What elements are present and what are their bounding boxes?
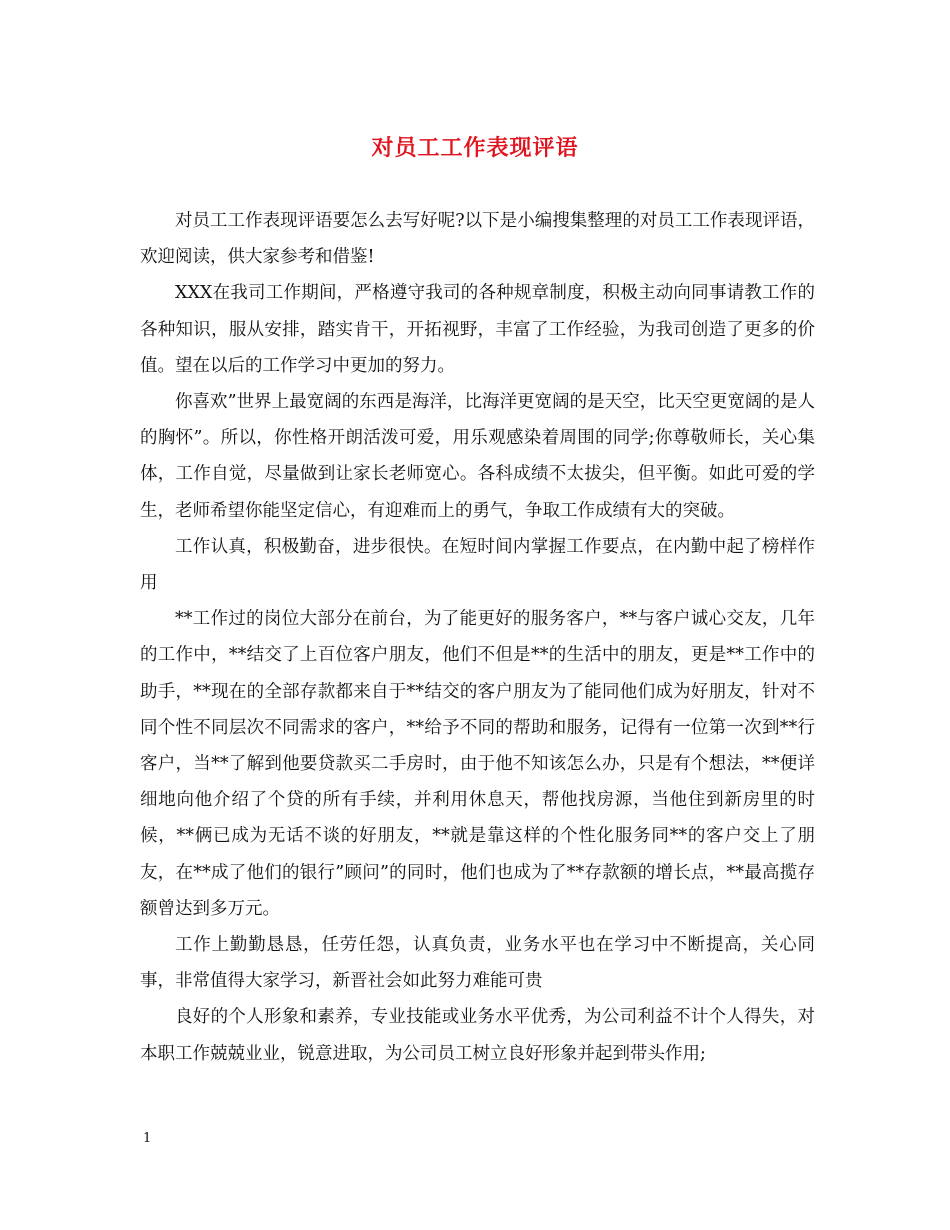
paragraph-image-review: 良好的个人形象和素养，专业技能或业务水平优秀，为公司利益不计个人得失，对本职工作兢兢业业，锐意进取，为公司员工树立良好形象并起到带头作用;: [140, 1007, 815, 1064]
document-body: [140, 203, 815, 1072]
paragraph-student-review: 你喜欢”世界上最宽阔的东西是海洋，比海洋更宽阔的是天空，比天空更宽阔的是人的胸怀”。所以，你性格开朗活泼可爱，用乐观感染着周围的同学;你尊敬师长，关心集体，工作自觉，尽量做到让家长老师宽心。各科成绩不太拔尖，但平衡。如此可爱的学生，老师希望你能坚定信心，有迎难而上的勇气，争取工作成绩有大的突破。: [140, 392, 815, 521]
document-title: 对员工工作表现评语: [371, 135, 579, 161]
paragraph-hardworking-review: 工作上勤勤恳恳，任劳任怨，认真负责，业务水平也在学习中不断提高，关心同事，非常值得大家学习，新晋社会如此努力难能可贵: [140, 935, 815, 992]
paragraph-xxx-review: XXX在我司工作期间，严格遵守我司的各种规章制度，积极主动向同事请教工作的各种知识，服从安排，踏实肯干，开拓视野，丰富了工作经验，为我司创造了更多的价值。望在以后的工作学习中更加的努力。: [140, 283, 815, 376]
page-number: 1: [143, 1131, 152, 1146]
paragraph-diligent-review: 工作认真，积极勤奋，进步很快。在短时间内掌握工作要点，在内勤中起了榜样作用: [140, 536, 815, 594]
paragraph-front-desk-review: **工作过的岗位大部分在前台，为了能更好的服务客户，**与客户诚心交友，几年的工作中，**结交了上百位客户朋友，他们不但是**的生活中的朋友，更是**工作中的助手，**现在的全部存款都来自于**结交的客户朋友为了能同他们成为好朋友，针对不同个性不同层次不同需求的客户，**给予不同的帮助和服务，记得有一位第一次到**行客户，当**了解到他要贷款买二手房时，由于他不知该怎么办，只是有个想法，**便详细地向他介绍了个贷的所有手续，并利用休息天，帮他找房源，当他住到新房里的时候，**俩已成为无话不谈的好朋友，**就是靠这样的个性化服务同**的客户交上了朋友，在**成了他们的银行”顾问”的同时，他们也成为了**存款额的增长点，**最高揽存额曾达到多万元。: [140, 609, 815, 919]
paragraph-intro: 对员工工作表现评语要怎么去写好呢?以下是小编搜集整理的对员工工作表现评语，欢迎阅读，供大家参考和借鉴!: [140, 211, 815, 268]
